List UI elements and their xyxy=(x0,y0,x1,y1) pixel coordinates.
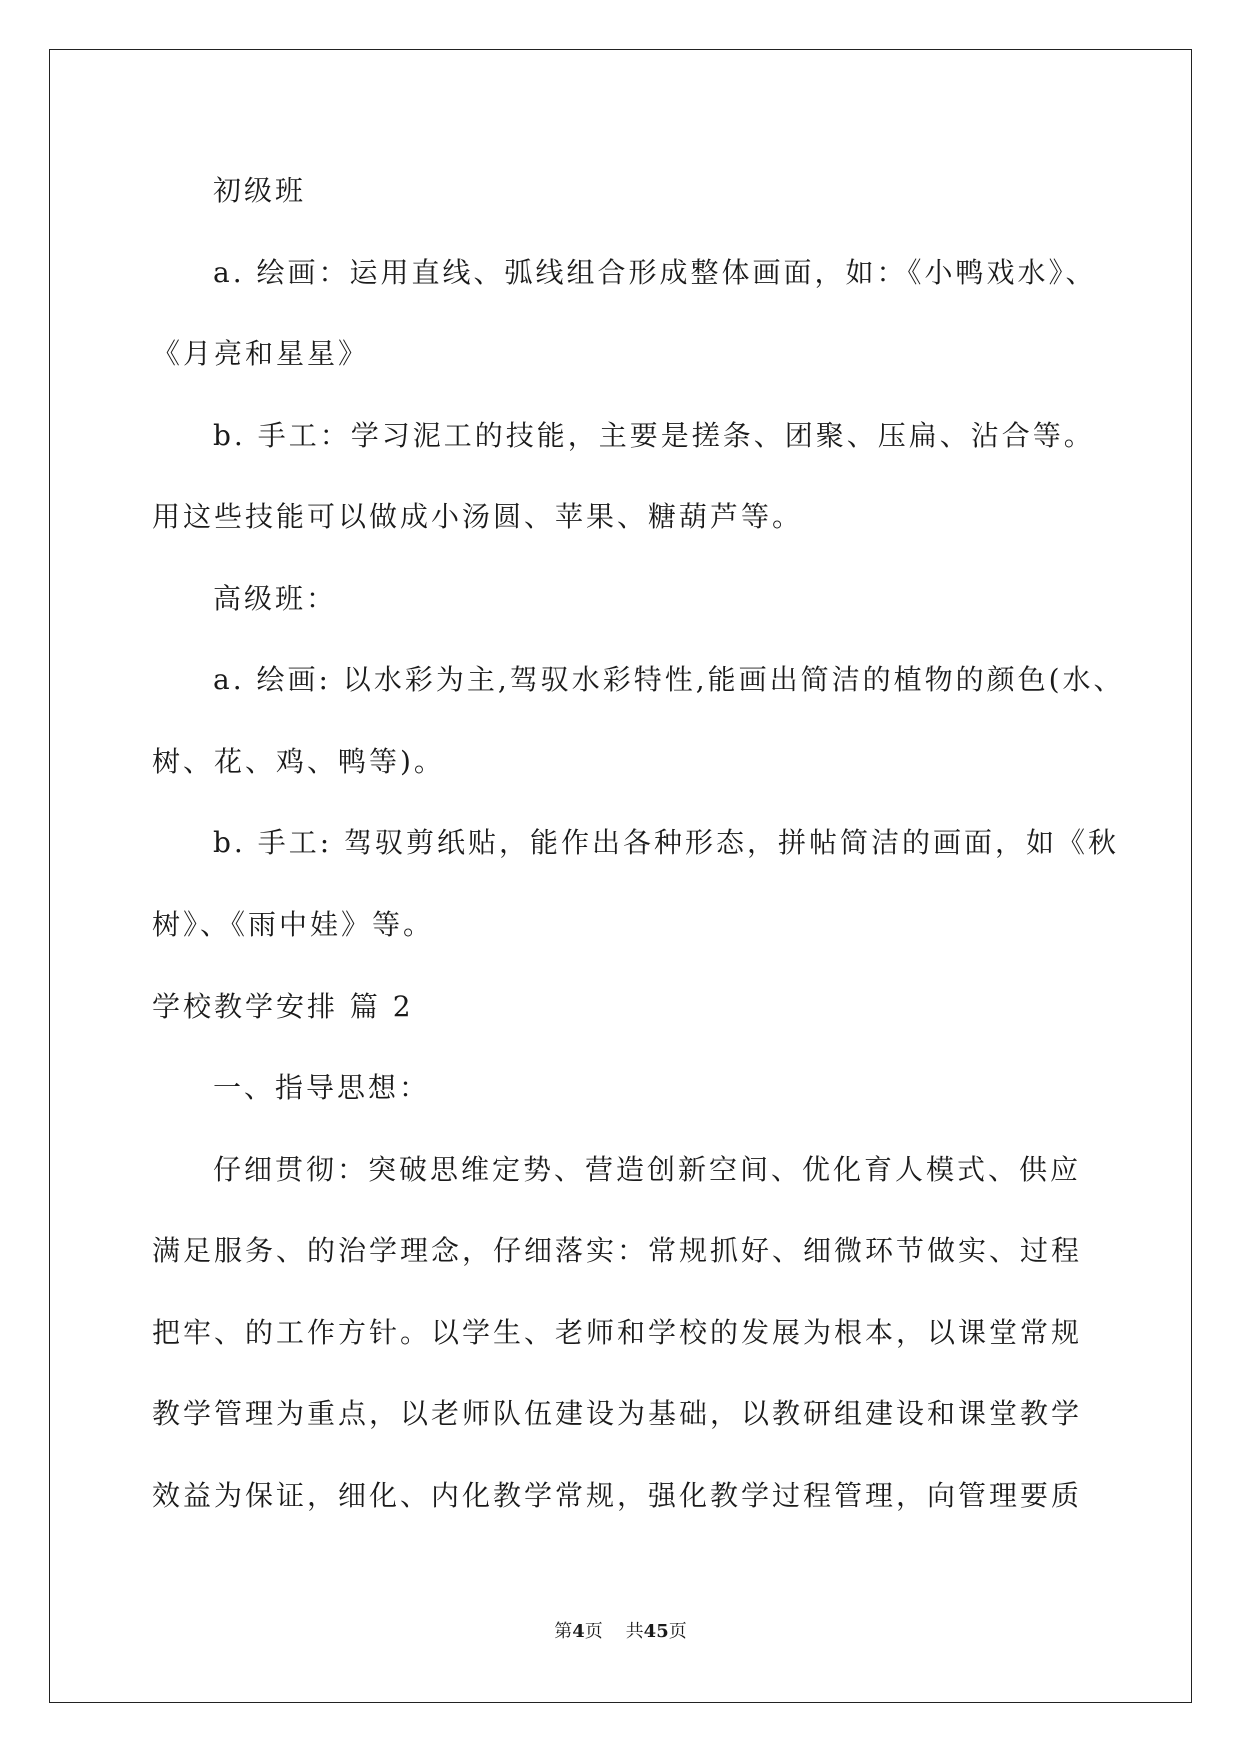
footer-current-page: 4 xyxy=(572,1621,585,1642)
footer-page-prefix: 第 xyxy=(554,1621,573,1642)
paragraph-line: b. 手工: 驾驭剪纸贴，能作出各种形态，拼帖简洁的画面，如《秋 xyxy=(213,826,1120,859)
page-border xyxy=(49,49,1192,1703)
paragraph-line: b. 手工：学习泥工的技能，主要是搓条、团聚、压扁、沾合等。 xyxy=(213,419,1095,452)
paragraph-line: 树、花、鸡、鸭等)。 xyxy=(152,745,445,778)
paragraph-line: 仔细贯彻：突破思维定势、营造创新空间、优化育人模式、供应 xyxy=(213,1153,1082,1186)
page-footer xyxy=(0,1620,1241,1644)
paragraph-line: 《月亮和星星》 xyxy=(152,337,370,370)
footer-total-unit: 页 xyxy=(668,1621,687,1642)
footer-total-pages: 45 xyxy=(643,1621,669,1642)
paragraph-line: 树》、《雨中娃》等。 xyxy=(152,908,435,941)
chapter-title: 学校教学安排 篇 2 xyxy=(152,990,414,1023)
paragraph-line: 效益为保证，细化、内化教学常规，强化教学过程管理，向管理要质 xyxy=(152,1479,1083,1512)
section-heading-advanced: 高级班： xyxy=(213,582,338,615)
paragraph-line: a. 绘画：运用直线、弧线组合形成整体画面，如：《小鸭戏水》、 xyxy=(213,256,1097,289)
paragraph-line: 用这些技能可以做成小汤圆、苹果、糖葫芦等。 xyxy=(152,500,804,533)
footer-page-unit: 页 xyxy=(584,1621,603,1642)
section-heading-guiding-thought: 一、指导思想： xyxy=(213,1071,431,1104)
paragraph-line: 满足服务、的治学理念，仔细落实：常规抓好、细微环节做实、过程 xyxy=(152,1234,1083,1267)
paragraph-line: 把牢、的工作方针。以学生、老师和学校的发展为根本，以课堂常规 xyxy=(152,1316,1083,1349)
paragraph-line: a. 绘画: 以水彩为主,驾驭水彩特性,能画出简洁的植物的颜色(水、 xyxy=(213,663,1125,696)
section-heading-beginner: 初级班 xyxy=(213,174,307,207)
paragraph-line: 教学管理为重点，以老师队伍建设为基础，以教研组建设和课堂教学 xyxy=(152,1397,1083,1430)
footer-total-prefix: 共 xyxy=(625,1621,644,1642)
